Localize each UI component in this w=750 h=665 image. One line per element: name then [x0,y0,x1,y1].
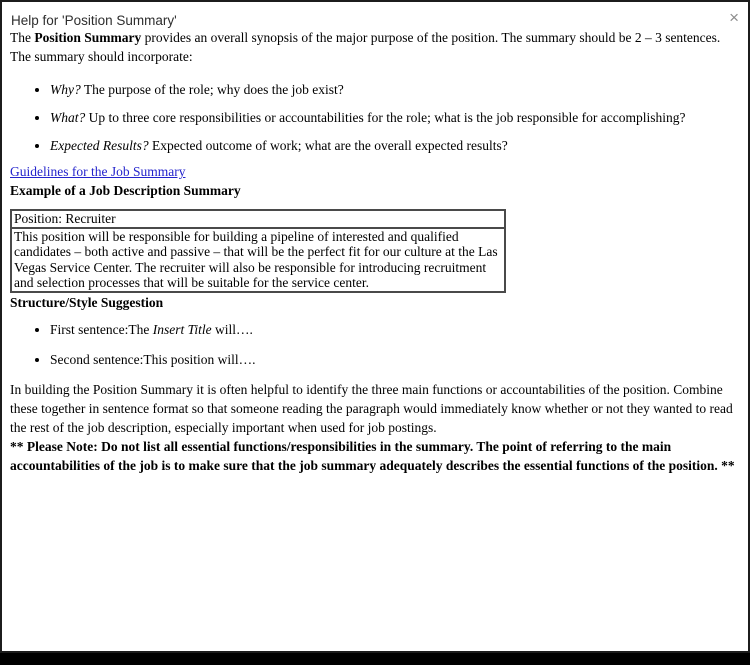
table-row-position [11,210,505,228]
list-item-first-sentence: • First sentence:The Insert Title will…. [50,320,740,339]
criteria-list [10,80,740,155]
structure-list [10,320,740,369]
note-paragraph: ** Please Note: Do not list all essential functions/responsibilities in the summary. The point of referring to the main accountabilities of the job is to make sure that the job summary adequately describes the essential functions of the position. ** [10,438,735,473]
list-item-second-sentence: • Second sentence:This position will…. [50,350,740,369]
list-item-what: • What? Up to three core responsibilities or accountabilities for the role; what is the job responsible for accomplishing? [50,108,740,127]
dialog-content [2,28,748,475]
guidelines-link[interactable]: Guidelines for the Job Summary [10,164,186,179]
description-cell: This position will be responsible for building a pipeline of interested and qualified candidates – both active and passive – that will be the perfect fit for our culture at the Las Vegas Service Center. The recruiter will also be responsible for introducing recruitment and selection processes that will be suitable for the service center. [11,228,505,292]
position-cell: Position: Recruiter [11,210,505,228]
list-item-expected-results: • Expected Results? Expected outcome of work; what are the overall expected results? [50,136,740,155]
example-table [10,209,506,293]
link-row [10,162,740,181]
table-row-description [11,228,505,292]
dialog-title: Help for 'Position Summary' [11,13,177,28]
building-paragraph: In building the Position Summary it is often helpful to identify the three main functions or accountabilities of the position. Combine these together in sentence format so that someone reading the paragraph would immediately know whether or not they wanted to read the rest of the job description, especially important when used for job postings. [10,381,733,435]
structure-heading: Structure/Style Suggestion [10,294,164,310]
intro-paragraph: The Position Summary provides an overall synopsis of the major purpose of the position. The summary should be 2 – 3 sentences. The summary should incorporate: [10,30,721,64]
list-item-why: • Why? The purpose of the role; why does the job exist? [50,80,740,99]
example-heading: Example of a Job Description Summary [10,183,241,198]
close-icon[interactable]: × [729,8,739,27]
